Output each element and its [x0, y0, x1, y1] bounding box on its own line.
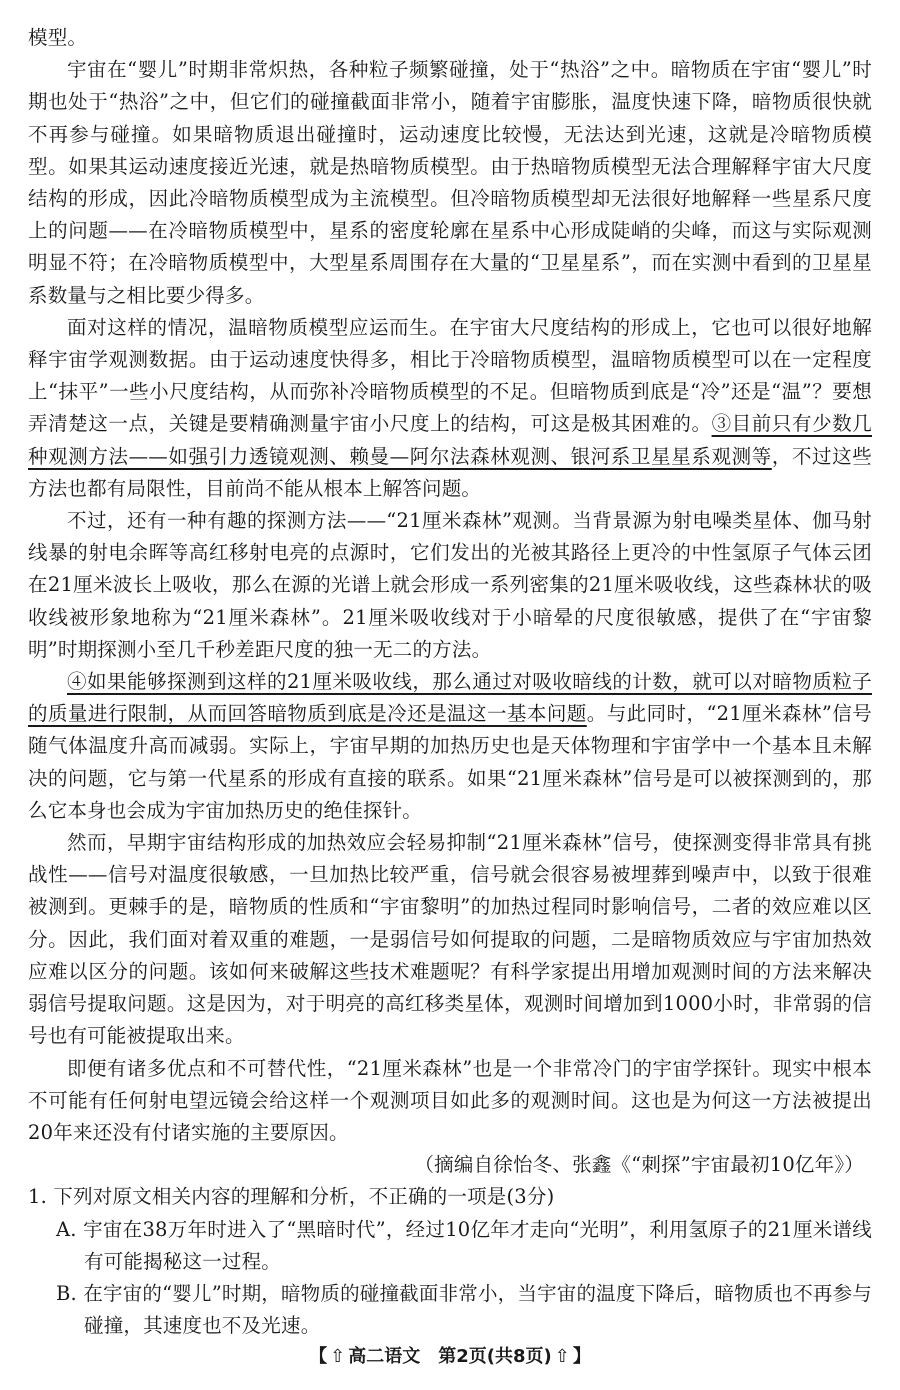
option-b: B. 在宇宙的“婴儿”时期，暗物质的碰撞截面非常小，当宇宙的温度下降后，暗物质也不再参与碰撞，其速度也不及光速。 [56, 1281, 872, 1338]
footer-bracket-left: 【 [309, 1346, 328, 1367]
paragraph-4 [28, 666, 872, 827]
source-citation: （摘编自徐怡冬、张鑫《“刺探”宇宙最初10亿年》） [414, 1153, 864, 1177]
footer-bracket-right: 】 [572, 1346, 591, 1367]
question-stem: 1. 下列对原文相关内容的理解和分析，不正确的一项是(3分) [28, 1185, 555, 1209]
up-arrow-icon-right: ⇧ [554, 1346, 570, 1367]
paragraph-4-text-b: 。与此同时，“21厘米森林”信号随气体温度升高而减弱。实际上，宇宙早期的加热历史也是天体物理和宇宙学中一个基本且未解决的问题，它与第一代星系的形成有直接的联系。如果“21厘米森林”信号是可以被探测到的，那么它本身也会成为宇宙加热历史的绝佳探针。 [28, 702, 872, 822]
page-footer [0, 1342, 900, 1368]
paragraph-6: 即便有诸多优点和不可替代性，“21厘米森林”也是一个非常冷门的宇宙学探针。现实中根本不可能有任何射电望远镜会给这样一个观测项目如此多的观测时间。这也是为何这一方法被提出20年来还没有付诸实施的主要原因。 [28, 1056, 872, 1144]
paragraph-2 [28, 312, 872, 505]
paragraph-1: 宇宙在“婴儿”时期非常炽热，各种粒子频繁碰撞，处于“热浴”之中。暗物质在宇宙“婴儿”时期也处于“热浴”之中，但它们的碰撞截面非常小，随着宇宙膨胀，温度快速下降，暗物质很快就不再参与碰撞。如果暗物质退出碰撞时，运动速度比较慢，无法达到光速，这就是冷暗物质模型。如果其运动速度接近光速，就是热暗物质模型。由于热暗物质模型无法合理解释宇宙大尺度结构的形成，因此冷暗物质模型成为主流模型。但冷暗物质模型却无法很好地解释一些星系尺度上的问题——在冷暗物质模型中，星系的密度轮廓在星系中心形成陡峭的尖峰，而这与实际观测明显不符；在冷暗物质模型中，大型星系周围存在大量的“卫星星系”，而在实测中看到的卫星星系数量与之相比要少得多。 [28, 58, 872, 307]
underlined-sentence-4: ④如果能够探测到这样的21厘米吸收线，那么通过对吸收暗线的计数，就可以对暗物质粒子的质量进行限制，从而回答暗物质到底是冷还是温这一基本问题 [28, 670, 872, 726]
paragraph-0: 模型。 [28, 26, 88, 49]
option-a: A. 宇宙在38万年时进入了“黑暗时代”，经过10亿年才走向“光明”，利用氢原子的21厘米谱线有可能揭秘这一过程。 [56, 1217, 872, 1273]
footer-page-info: 高二语文 第2页(共8页) [348, 1346, 552, 1367]
paragraph-2-text-b: ，不过这些方法也都有局限性，目前尚不能从根本上解答问题。 [28, 444, 872, 500]
paragraph-2-text-a: 面对这样的情况，温暗物质模型应运而生。在宇宙大尺度结构的形成上，它也可以很好地解释宇宙学观测数据。由于运动速度快得多，相比于冷暗物质模型，温暗物质模型可以在一定程度上“抹平”一些小尺度结构，从而弥补冷暗物质模型的不足。但暗物质到底是“冷”还是“温”？要想弄清楚这一点，关键是要精确测量宇宙小尺度上的结构，可这是极其困难的。 [28, 315, 872, 436]
up-arrow-icon-left: ⇧ [330, 1346, 346, 1367]
underlined-sentence-3: ③目前只有少数几种观测方法——如强引力透镜观测、赖曼—阿尔法森林观测、银河系卫星星系观测等 [28, 412, 872, 468]
paragraph-5: 然而，早期宇宙结构形成的加热效应会轻易抑制“21厘米森林”信号，使探测变得非常具有挑战性——信号对温度很敏感，一旦加热比较严重，信号就会很容易被埋葬到噪声中，以致于很难被测到。更棘手的是，暗物质的性质和“宇宙黎明”的加热过程同时影响信号，二者的效应难以区分。因此，我们面对着双重的难题，一是弱信号如何提取的问题，二是暗物质效应与宇宙加热效应难以区分的问题。该如何来破解这些技术难题呢？有科学家提出用增加观测时间的方法来解决弱信号提取问题。这是因为，对于明亮的高红移类星体，观测时间增加到1000小时，非常弱的信号也有可能被提取出来。 [28, 831, 872, 1048]
paragraph-3: 不过，还有一种有趣的探测方法——“21厘米森林”观测。当背景源为射电噪类星体、伽马射线暴的射电余晖等高红移射电亮的点源时，它们发出的光被其路径上更冷的中性氢原子气体云团在21厘米波长上吸收，那么在源的光谱上就会形成一系列密集的21厘米吸收线，这些森林状的吸收线被形象地称为“21厘米森林”。21厘米吸收线对于小暗晕的尺度很敏感，提供了在“宇宙黎明”时期探测小至几千秒差距尺度的独一无二的方法。 [28, 509, 872, 661]
